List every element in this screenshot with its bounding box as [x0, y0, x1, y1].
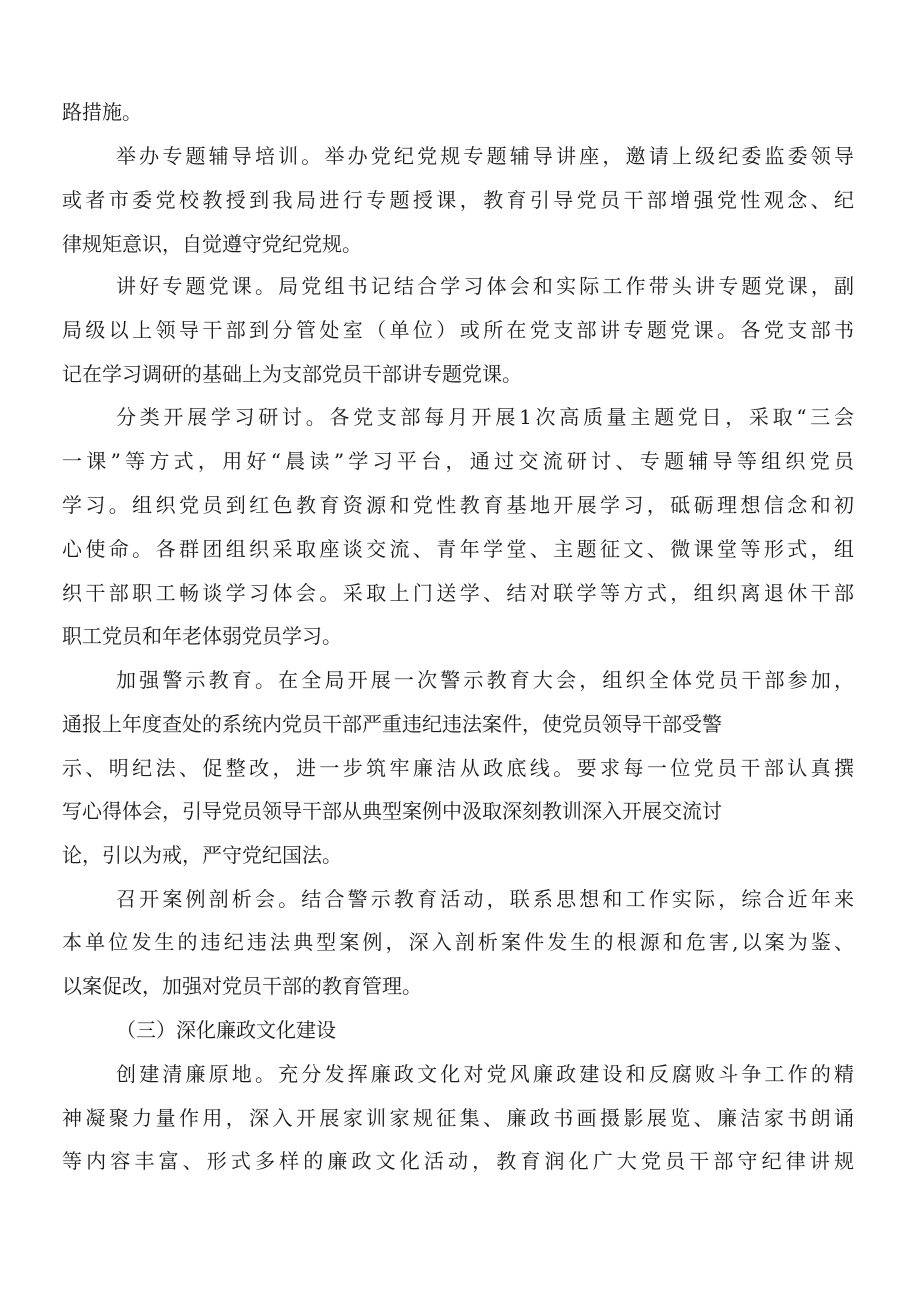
section-heading: （三）深化廉政文化建设 — [116, 1018, 336, 1042]
text-line: 通报上年度查处的系统内党员干部严重违纪违法案件，使党员领导干部受警 — [62, 712, 722, 736]
text-line: 路措施。 — [62, 100, 142, 124]
text-line: 示、明纪法、促整改，进一步筑牢廉洁从政底线。要求每一位党员干部认真撰 — [62, 756, 854, 780]
text-line: 论，引以为戒，严守党纪国法。 — [62, 843, 342, 867]
paragraph-first-line: 创建清廉原地。充分发挥廉政文化对党风廉政建设和反腐败斗争工作的精 — [116, 1062, 854, 1086]
text-line: 等内容丰富、形式多样的廉政文化活动，教育润化广大党员干部守纪律讲规 — [62, 1149, 854, 1173]
text-line: 神凝聚力量作用，深入开展家训家规征集、廉政书画摄影展览、廉洁家书朗诵 — [62, 1106, 854, 1130]
text-line: 职工党员和年老体弱党员学习。 — [62, 624, 342, 648]
text-line: 或者市委党校教授到我局进行专题授课，教育引导党员干部增强党性观念、纪 — [62, 188, 854, 212]
text-line: 律规矩意识，自觉遵守党纪党规。 — [62, 232, 362, 256]
paragraph-first-line: 讲好专题党课。局党组书记结合学习体会和实际工作带头讲专题党课，副 — [116, 274, 854, 298]
text-line: 一课”等方式，用好“晨读”学习平台，通过交流研讨、专题辅导等组织党员 — [62, 449, 854, 473]
text-line: 局级以上领导干部到分管处室（单位）或所在党支部讲专题党课。各党支部书 — [62, 318, 854, 342]
text-line: 记在学习调研的基础上为支部党员干部讲专题党课。 — [62, 362, 522, 386]
text-line: 学习。组织党员到红色教育资源和党性教育基地开展学习，砥砺理想信念和初 — [62, 493, 854, 517]
text-line: 写心得体会，引导党员领导干部从典型案例中汲取深刻教训深入开展交流讨 — [62, 799, 722, 823]
text-line: 本单位发生的违纪违法典型案例，深入剖析案件发生的根源和危害,以案为鉴、 — [62, 930, 854, 954]
paragraph-first-line: 加强警示教育。在全局开展一次警示教育大会，组织全体党员干部参加， — [116, 668, 854, 692]
paragraph-first-line: 召开案例剖析会。结合警示教育活动，联系思想和工作实际，综合近年来 — [116, 887, 854, 911]
text-line: 心使命。各群团组织采取座谈交流、青年学堂、主题征文、微课堂等形式，组 — [62, 537, 854, 561]
text-line: 织干部职工畅谈学习体会。采取上门送学、结对联学等方式，组织离退休干部 — [62, 581, 854, 605]
paragraph-first-line: 分类开展学习研讨。各党支部每月开展1次高质量主题党日，采取“三会 — [116, 405, 854, 429]
text-line: 以案促改，加强对党员干部的教育管理。 — [62, 974, 422, 998]
paragraph-first-line: 举办专题辅导培训。举办党纪党规专题辅导讲座，邀请上级纪委监委领导 — [116, 144, 854, 168]
